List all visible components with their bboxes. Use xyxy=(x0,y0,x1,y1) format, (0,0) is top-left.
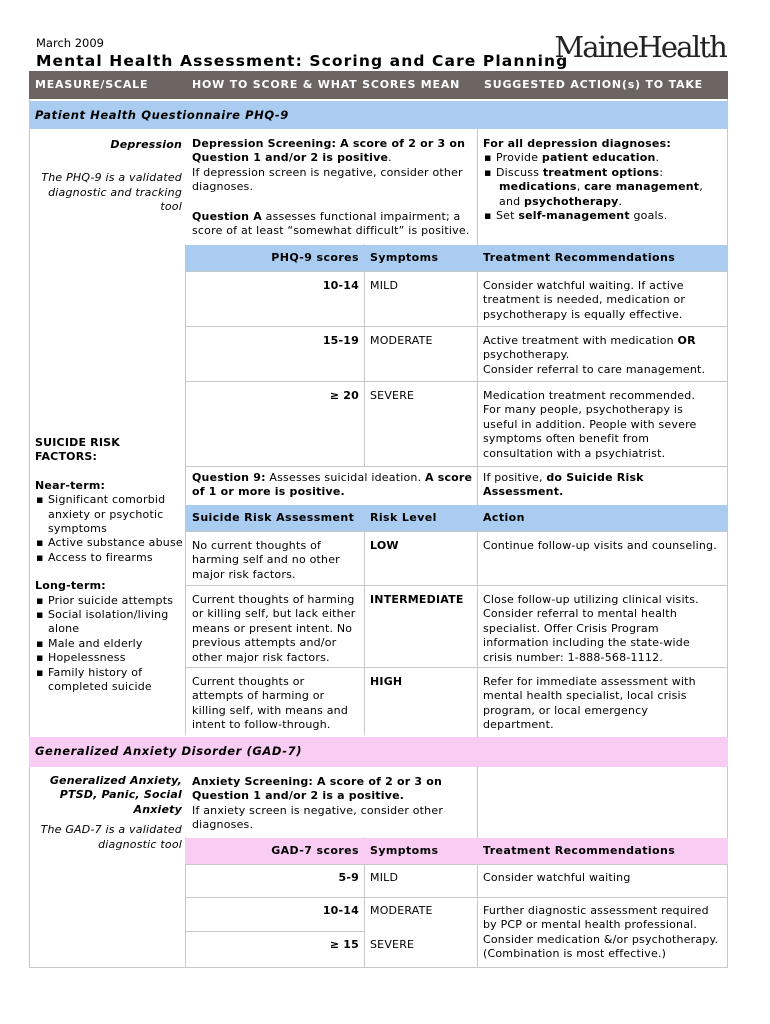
gad7-symptom-moderate: MODERATE xyxy=(370,904,433,917)
list-item: ▪ Discuss treatment options: xyxy=(483,166,723,180)
gad7-treatment-moderate: Further diagnostic assessment required by PCP or mental health professional. Consider medication &/or psychotherapy. (Combination is most effective.) xyxy=(483,904,719,961)
list-item: ▪ Social isolation/living xyxy=(35,608,185,622)
phq9-treatment-severe: Medication treatment recommended. For many people, psychotherapy is useful in addition. People with severe symptoms often benefit from consultation with a psychiatrist. xyxy=(483,389,697,460)
suicide-assessment-header: Suicide Risk Assessment Risk Level Action xyxy=(185,505,728,531)
list-item: ▪ Male and elderly xyxy=(35,637,185,651)
phq9-treatment-mild: Consider watchful waiting. If active treatment is needed, medication or psychotherapy is equally effective. xyxy=(483,279,686,321)
gad7-treatment-mild: Consider watchful waiting xyxy=(483,871,631,884)
risk-intermediate-description: Current thoughts of harming or killing self, but lack either means or present intent. No previous attempts and/or other major risk factors. xyxy=(192,593,356,664)
risk-intermediate-action: Close follow-up utilizing clinical visits. Consider referral to mental health specialist. Offer Crisis Program information including the state-wide crisis number: 1-888-568-1112. xyxy=(483,593,699,664)
document-date: March 2009 xyxy=(36,36,104,50)
column-header-how: HOW TO SCORE & WHAT SCORES MEAN xyxy=(192,78,461,91)
phq9-actions: For all depression diagnoses: ▪ Provide patient education. ▪ Discuss treatment options: medications, care management, and psychotherapy. ▪ Set self-management goals. xyxy=(483,137,723,223)
gad7-symptom-severe: SEVERE xyxy=(370,938,415,951)
gad7-score-moderate: 10-14 xyxy=(322,904,359,917)
logo: MaineHealth xyxy=(554,30,726,64)
phq9-symptom-moderate: MODERATE xyxy=(370,334,433,347)
phq9-score-severe: ≥ 20 xyxy=(329,389,359,402)
risk-low-description: No current thoughts of harming self and no other major risk factors. xyxy=(192,539,340,581)
phq9-symptom-mild: MILD xyxy=(370,279,399,292)
phq9-score-mild: 10-14 xyxy=(322,279,359,292)
phq9-symptom-severe: SEVERE xyxy=(370,389,415,402)
list-item: ▪ Prior suicide attempts xyxy=(35,594,185,608)
phq9-score-moderate: 15-19 xyxy=(322,334,359,347)
list-item: ▪ Significant comorbid xyxy=(35,493,185,507)
measure-phq9: Depression The PHQ-9 is a validated diagnostic and tracking tool xyxy=(41,138,182,214)
list-item: ▪ Provide patient education. xyxy=(483,151,723,165)
page-title: Mental Health Assessment: Scoring and Care Planning xyxy=(36,52,569,70)
column-header-measure: MEASURE/SCALE xyxy=(35,78,149,91)
phq9-treatment-moderate: Active treatment with medication OR psychotherapy. Consider referral to care management. xyxy=(483,334,706,376)
risk-level-high: HIGH xyxy=(370,675,403,688)
gad7-score-header: GAD-7 scores Symptoms Treatment Recommendations xyxy=(185,838,728,864)
list-item: ▪ Access to firearms xyxy=(35,551,185,565)
section-band-gad7: Generalized Anxiety Disorder (GAD-7) xyxy=(29,737,728,767)
suicide-risk-factors: SUICIDE RISK FACTORS: Near-term: ▪ Significant comorbid anxiety or psychotic symptoms ▪ Active substance abuse ▪ Access to firearms Long-term: ▪ Prior suicide attempts ▪ Social isolation/living alone ▪ Male and elderly ▪ Hopelessness ▪ Family history of completed suicide xyxy=(35,436,185,695)
risk-level-low: LOW xyxy=(370,539,399,552)
column-header-action: SUGGESTED ACTION(s) TO TAKE xyxy=(484,78,703,91)
gad7-score-mild: 5-9 xyxy=(338,871,359,884)
gad7-score-severe: ≥ 15 xyxy=(329,938,359,951)
gad7-symptom-mild: MILD xyxy=(370,871,399,884)
question-9-text: Question 9: Assesses suicidal ideation. A score of 1 or more is positive. xyxy=(192,471,473,499)
risk-low-action: Continue follow-up visits and counseling. xyxy=(483,539,717,552)
risk-level-intermediate: INTERMEDIATE xyxy=(370,593,464,606)
risk-high-action: Refer for immediate assessment with mental health specialist, local crisis program, or local emergency department. xyxy=(483,675,696,732)
column-header-row xyxy=(29,71,728,99)
section-band-phq9: Patient Health Questionnaire PHQ-9 xyxy=(29,101,728,129)
risk-high-description: Current thoughts or attempts of harming or killing self, with means and intent to follow-through. xyxy=(192,675,349,732)
list-item: ▪ Family history of xyxy=(35,666,185,680)
list-item: ▪ Active substance abuse xyxy=(35,536,185,550)
list-item: ▪ Hopelessness xyxy=(35,651,185,665)
question-9-action: If positive, do Suicide Risk Assessment. xyxy=(483,471,644,499)
gad7-screening-text: Anxiety Screening: A score of 2 or 3 on Question 1 and/or 2 is a positive. If anxiety screen is negative, consider other diagnoses. xyxy=(192,775,444,832)
measure-gad7: Generalized Anxiety, PTSD, Panic, Social Anxiety The GAD-7 is a validated diagnostic tool xyxy=(40,774,182,851)
phq9-screening-text: Depression Screening: A score of 2 or 3 on Question 1 and/or 2 is positive. If depression screen is negative, consider other diagnoses. Question A assesses functional impairment; a score of at least “somewhat difficult” is positive. xyxy=(192,137,470,238)
list-item: ▪ Set self-management goals. xyxy=(483,209,723,223)
phq9-score-header: PHQ-9 scores Symptoms Treatment Recommendations xyxy=(185,245,728,271)
